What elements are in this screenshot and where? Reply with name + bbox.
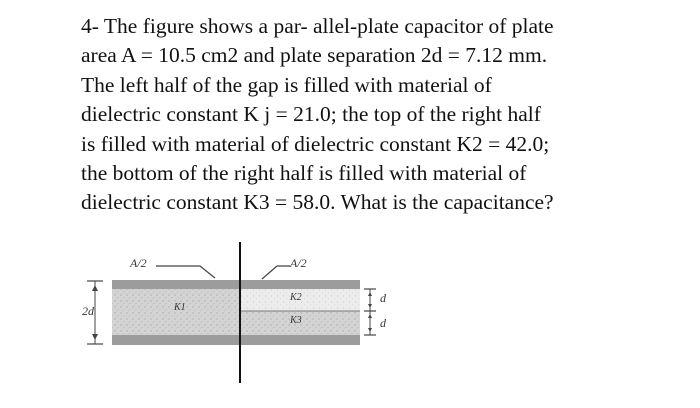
problem-line-6: the bottom of the right half is filled with material of (81, 161, 527, 186)
top-plate (112, 280, 360, 289)
left-half-label: A/2 (130, 256, 147, 270)
bottom-d-arrow-up (368, 314, 372, 318)
top-d-label: d (380, 291, 386, 305)
capacitor-figure (0, 228, 700, 403)
gap-dim-up-arrow (92, 285, 98, 291)
top-d-arrow-down (368, 304, 372, 308)
k1-label: K1 (174, 302, 186, 313)
bottom-d-label: d (380, 316, 386, 330)
gap-dim-down-arrow (92, 334, 98, 340)
problem-line-2: area A = 10.5 cm2 and plate separation 2d = 7.12 mm. (81, 43, 548, 68)
problem-line-4: dielectric constant K j = 21.0; the top of the right half (81, 102, 541, 127)
right-a2-leader (262, 266, 290, 279)
top-d-arrow-up (368, 292, 372, 296)
problem-line-3: The left half of the gap is filled with material of (81, 72, 492, 97)
gap-label: 2d (82, 304, 94, 318)
left-a2-leader (156, 266, 215, 278)
problem-statement (81, 12, 681, 218)
k2-label: K2 (290, 292, 302, 303)
capacitor-diagram (0, 228, 700, 403)
problem-line-5: is filled with material of dielectric constant K2 = 42.0; (81, 131, 550, 156)
problem-line-7: dielectric constant K3 = 58.0. What is the capacitance? (81, 190, 554, 215)
bottom-d-arrow-down (368, 328, 372, 332)
k3-label: K3 (290, 315, 302, 326)
problem-line-1: 4- The figure shows a par- allel-plate capacitor of plate (81, 14, 554, 38)
bottom-plate (112, 335, 360, 345)
right-half-label: A/2 (290, 256, 307, 270)
